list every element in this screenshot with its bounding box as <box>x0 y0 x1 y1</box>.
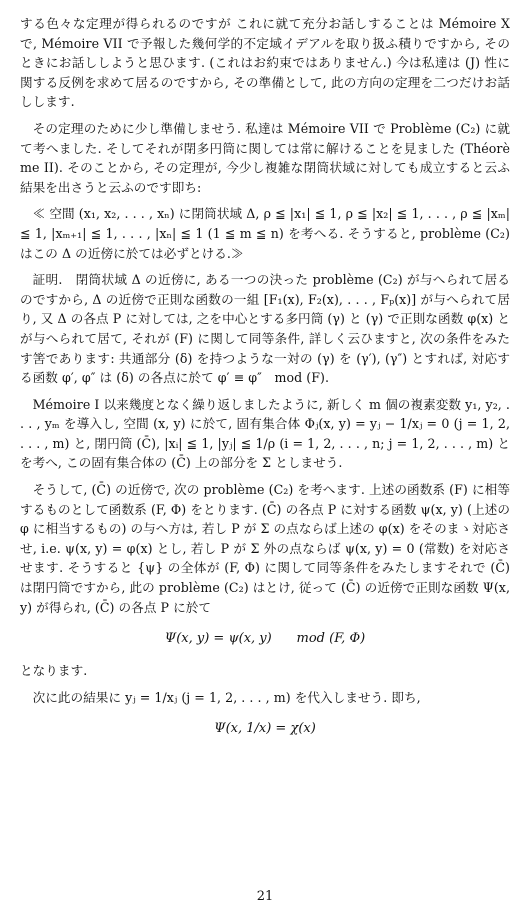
paragraph: 次に此の結果に yⱼ = 1/xⱼ (j = 1, 2, . . . , m) を代入しませう. 即ち, <box>32 689 421 705</box>
display-formula: Ψ(x, y) = ψ(x, y) mod (F, Φ) <box>164 631 366 647</box>
paragraph: となります. <box>20 663 88 679</box>
paragraph: する色々な定理が得られるのですが これに就て充分お話しすることは Mémoire X で, Mémoire VII で予報した幾何学的不定域イデアルを取り扱ふ積りですから, そのときにお話ししようと思ひます. (これはお約束ではありません.) 今は私達は (J) 性に関する反例を求めて居るのですから, その準備として, 此の方向の定理を二つだけお話しします. <box>20 16 510 110</box>
theorem-statement: ≪ 空間 (x₁, x₂, . . . , xₙ) に閉筒状域 Δ, ρ ≦ |x₁| ≦ 1, ρ ≦ |x₂| ≦ 1, . . . , ρ ≦ |xₘ| ≦ 1, |xₘ₊₁| ≦ 1, . . . , |xₙ| ≦ 1 (1 ≦ m ≦ n) を考へる. そうすると, problème (C₂) はこの Δ の近傍に於ては必ずとける.≫ <box>20 206 510 261</box>
paragraph: そうして, (C̄) の近傍で, 次の problème (C₂) を考へます. 上述の函数系 (F) に相等するものとして函数系 (F, Φ) をとります. (C̄) の各点 P に対する函数 ψ(x, y) (上述の φ に相当するもの) の与へ方は, 若し P が Σ の点ならば上述の φ(x) をそのまゝ対応させ, i.e. ψ(x, y) = φ(x) とし, 若し P が Σ 外の点ならば ψ(x, y) = 0 (常数) を対応させます. そうすると {ψ} の全体が (F, Φ) に関して同等条件をみたしますそれで (C̄) は閉円筒ですから, 此の problème (C₂) はとけ, 従って (C̄) の近傍で正則な函数 Ψ(x, y) が得られ, (C̄) の各点 P に於て <box>20 482 510 615</box>
display-formula: Ψ(x, 1/x) = χ(x) <box>214 721 316 737</box>
page-number: 21 <box>256 889 274 904</box>
paragraph: その定理のために少し準備しませう. 私達は Mémoire VII で Problème (C₂) に就て考へました. そしてそれが閉多円筒に関しては常に解けることを見ました (Théorème II). そのことから, その定理が, 今少し複雑な閉筒状域に対しても成立すると云ふ結果を出さうと云ふのです即ち: <box>20 120 510 195</box>
paragraph: Mémoire I 以来幾度となく繰り返しましたように, 新しく m 個の複素変数 y₁, y₂, . . . , yₘ を導入し, 空間 (x, y) に於て, 固有集合体 Φⱼ(x, y) = yⱼ − 1/xⱼ = 0 (j = 1, 2, . . . , m) と, 閉円筒 (C̄), |xᵢ| ≦ 1, |yⱼ| ≦ 1/ρ (i = 1, 2, . . . , n; j = 1, 2, . . . , m) とを考へ, この固有集合体の (C̄) 上の部分を Σ としませう. <box>20 396 510 471</box>
proof-paragraph: 証明. 閉筒状域 Δ の近傍に, ある一つの決った problème (C₂) が与へられて居るのですから, Δ の近傍で正則な函数の一組 [F₁(x), F₂(x), . . . , Fₚ(x)] が与へられて居り, 又 Δ の各点 P に対しては, 之を中心とする多円筒 (γ) と (γ) で正則な函数 φ(x) とが与へられて居て, それが (F) に関して同等条件, 詳しく云ひますと, 次の条件をみたす筈であります: 共通部分 (δ) を持つような一対の (γ) を (γ′), (γ″) とすれば, 対応する函数 φ′, φ″ は (δ) の各点に於て φ′ ≡ φ″ mod (F). <box>20 272 510 386</box>
